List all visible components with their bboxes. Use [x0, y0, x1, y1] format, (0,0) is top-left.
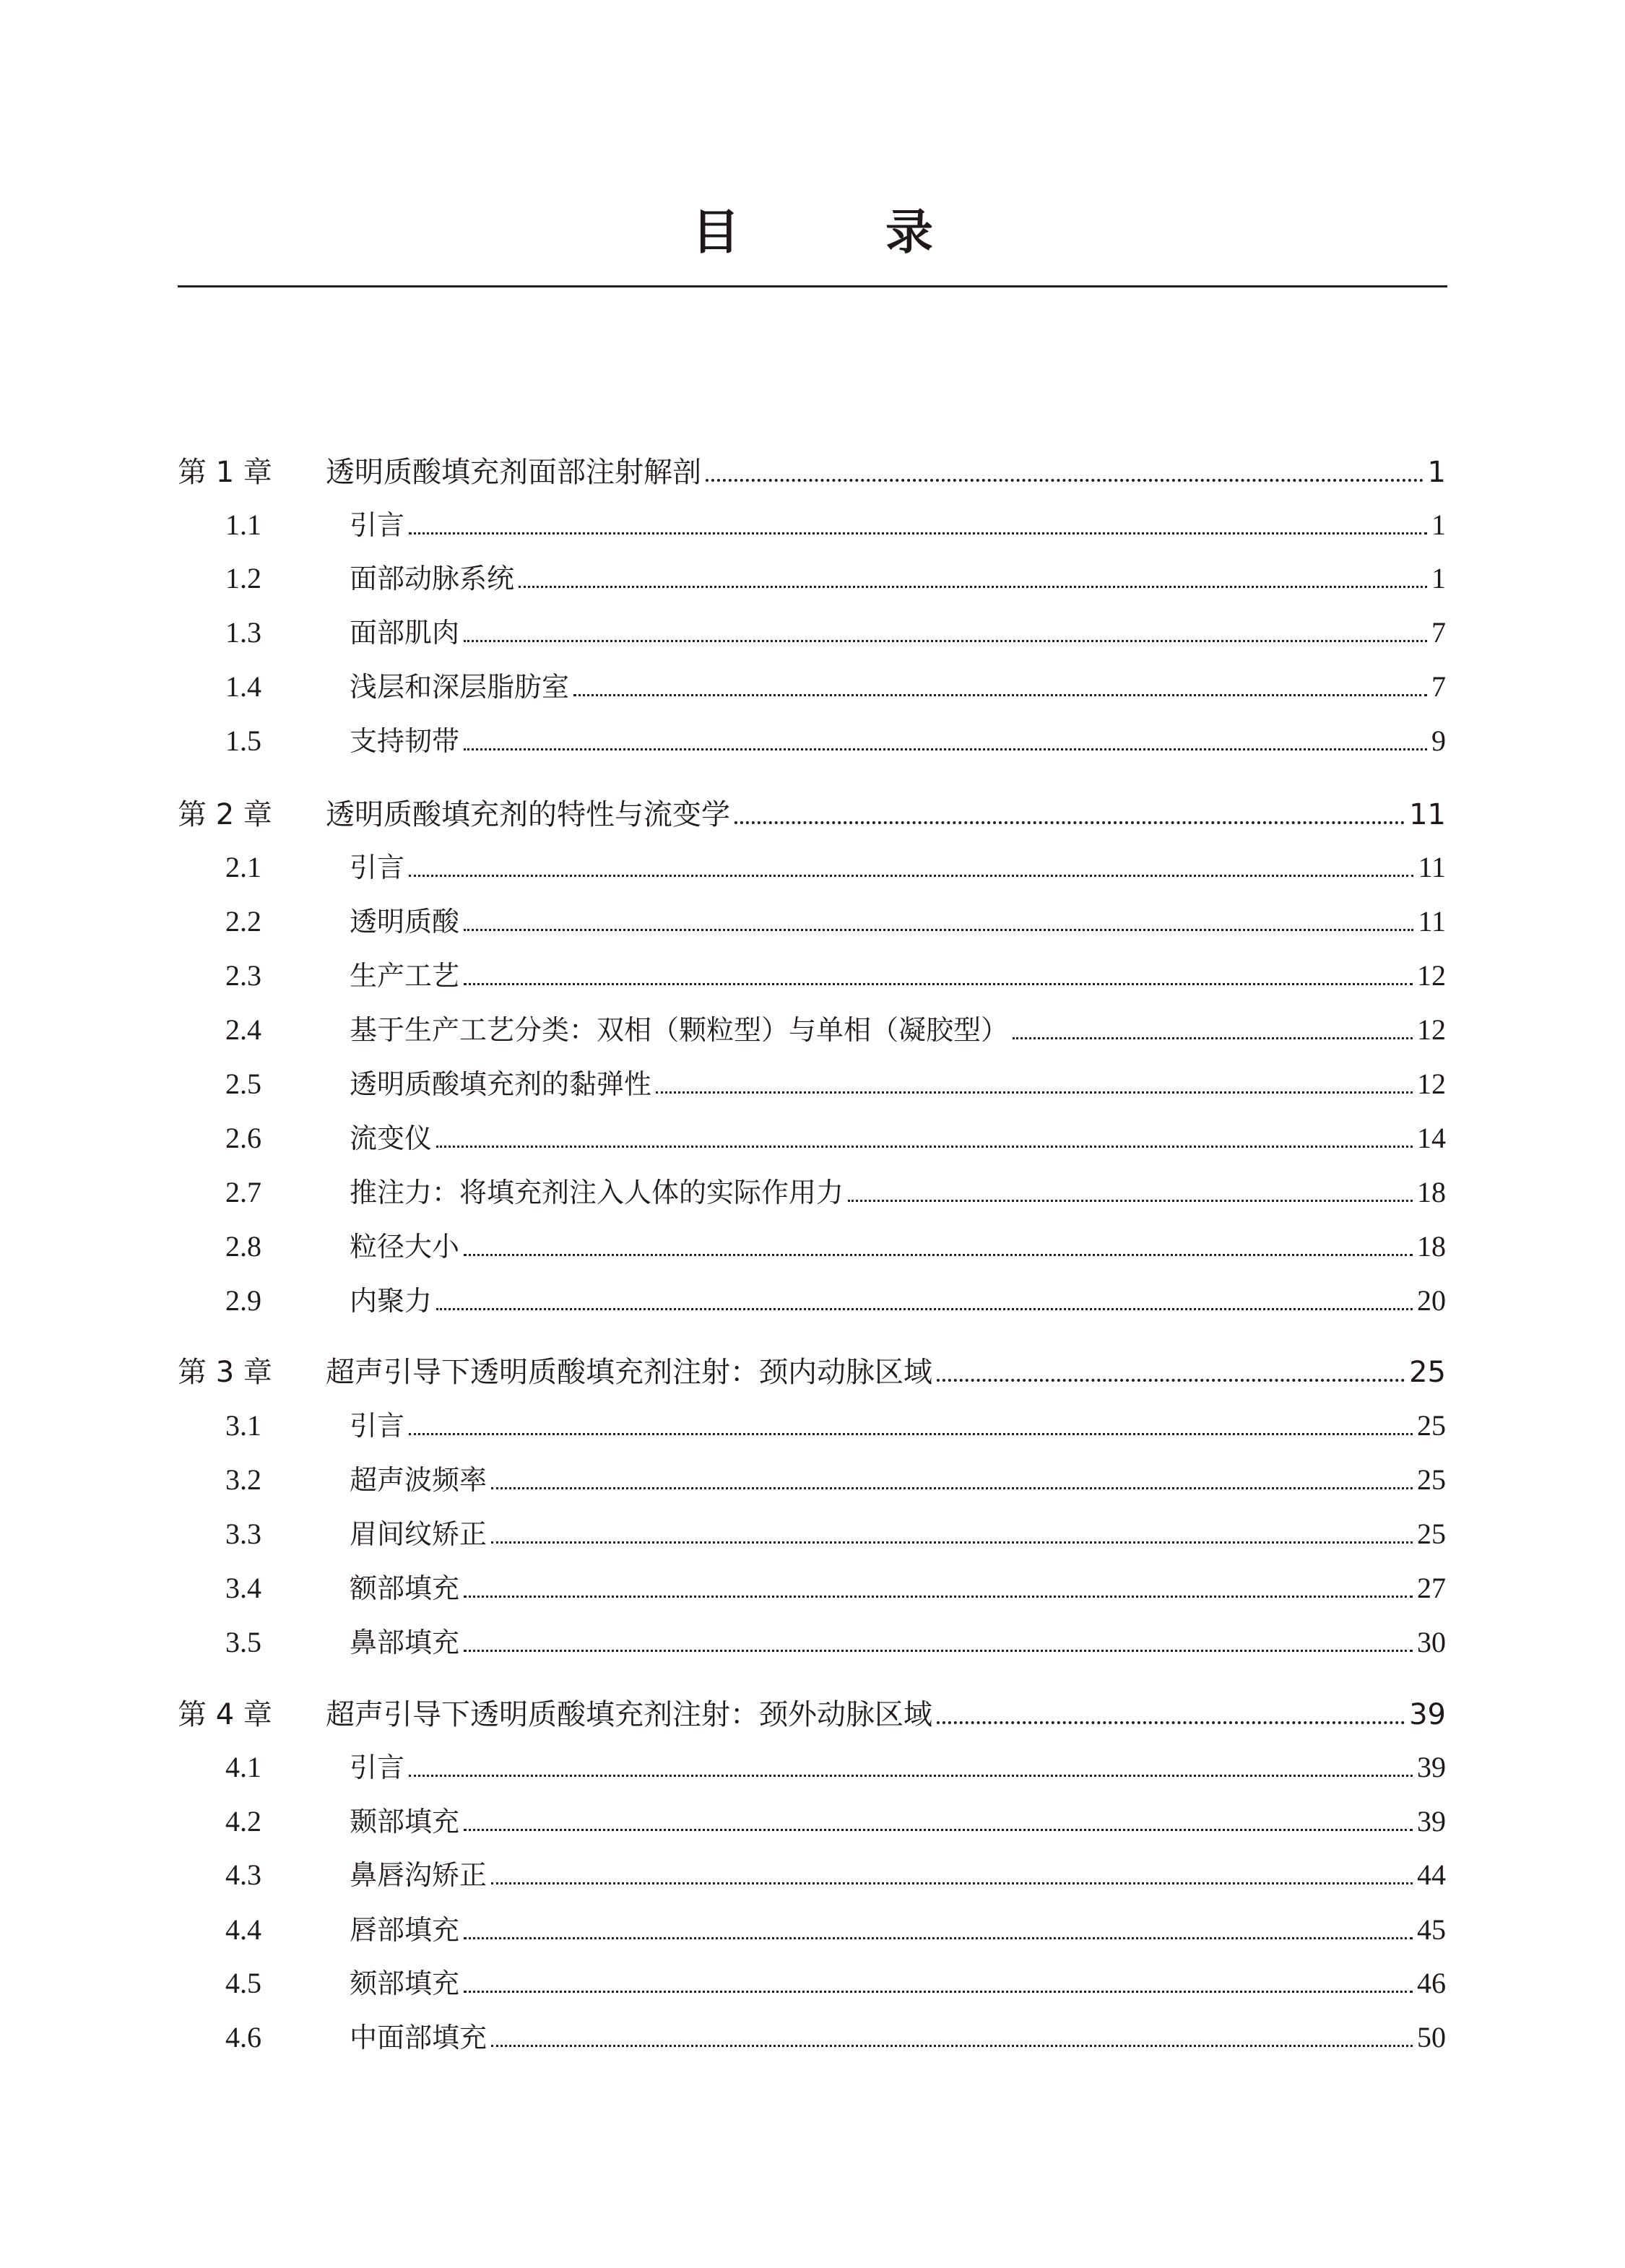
section-page-number: 18: [1417, 1230, 1446, 1263]
toc-section-row[interactable]: [178, 1168, 1446, 1211]
toc-section-row[interactable]: [178, 1401, 1446, 1445]
section-page-number: 12: [1417, 1068, 1446, 1100]
toc-section-row[interactable]: [178, 608, 1446, 652]
section-title: 颏部填充: [350, 1968, 460, 1999]
section-title: 推注力：将填充剂注入人体的实际作用力: [350, 1177, 844, 1208]
dot-leader: [464, 640, 1427, 642]
section-title: 基于生产工艺分类：双相（颗粒型）与单相（凝胶型）: [350, 1014, 1009, 1046]
chapter-page-number: 11: [1409, 798, 1446, 831]
section-title: 生产工艺: [350, 960, 460, 992]
toc-chapter-row[interactable]: [178, 448, 1446, 491]
section-number: 1.1: [225, 508, 261, 541]
section-number: 1.2: [225, 562, 261, 594]
section-title: 引言: [350, 1752, 405, 1783]
dot-leader: [409, 875, 1413, 877]
section-page-number: 7: [1431, 670, 1446, 703]
section-page-number: 1: [1431, 508, 1446, 541]
section-number: 4.1: [225, 1751, 261, 1783]
toc-section-row[interactable]: [178, 554, 1446, 597]
section-number: 4.5: [225, 1967, 261, 1999]
section-number: 2.6: [225, 1122, 261, 1154]
section-page-number: 11: [1418, 851, 1446, 883]
dot-leader: [464, 1829, 1413, 1831]
toc-section-row[interactable]: [178, 1455, 1446, 1499]
section-title: 透明质酸填充剂的黏弹性: [350, 1068, 652, 1100]
dot-leader: [573, 694, 1427, 696]
section-page-number: 39: [1417, 1751, 1446, 1783]
section-title: 唇部填充: [350, 1914, 460, 1946]
section-number: 4.3: [225, 1858, 261, 1891]
dot-leader: [409, 1433, 1413, 1435]
section-page-number: 11: [1418, 905, 1446, 938]
section-title: 眉间纹矫正: [350, 1518, 488, 1550]
section-page-number: 12: [1417, 959, 1446, 992]
toc-section-row[interactable]: [178, 1851, 1446, 1894]
section-page-number: 27: [1417, 1572, 1446, 1604]
section-title: 流变仪: [350, 1122, 433, 1154]
section-title: 颞部填充: [350, 1806, 460, 1838]
section-page-number: 46: [1417, 1967, 1446, 1999]
chapter-number: 第 1 章: [178, 456, 272, 489]
section-number: 4.2: [225, 1805, 261, 1838]
dot-leader: [519, 586, 1427, 588]
dot-leader: [491, 1487, 1413, 1489]
toc-section-row[interactable]: [178, 2013, 1446, 2056]
dot-leader: [706, 479, 1424, 482]
dot-leader: [464, 1254, 1413, 1256]
section-title: 浅层和深层脂肪室: [350, 671, 570, 703]
dot-leader: [937, 1379, 1405, 1382]
section-page-number: 18: [1417, 1176, 1446, 1208]
chapter-title: 超声引导下透明质酸填充剂注射：颈外动脉区域: [326, 1698, 932, 1731]
section-title: 超声波频率: [350, 1464, 488, 1496]
section-number: 4.4: [225, 1913, 261, 1946]
dot-leader: [491, 2045, 1413, 2047]
section-number: 2.1: [225, 851, 261, 883]
dot-leader: [464, 1937, 1413, 1939]
dot-leader: [464, 929, 1413, 931]
dot-leader: [464, 983, 1413, 985]
dot-leader: [734, 821, 1405, 824]
dot-leader: [464, 1650, 1413, 1652]
chapter-number: 第 3 章: [178, 1356, 272, 1389]
chapter-title: 透明质酸填充剂的特性与流变学: [326, 798, 730, 831]
toc-section-row[interactable]: [178, 1959, 1446, 2002]
section-title: 引言: [350, 509, 405, 541]
chapter-number: 第 4 章: [178, 1698, 272, 1731]
section-page-number: 50: [1417, 2021, 1446, 2053]
dot-leader: [436, 1146, 1413, 1148]
toc-section-row[interactable]: [178, 1005, 1446, 1049]
section-page-number: 9: [1431, 724, 1446, 757]
section-number: 1.5: [225, 724, 261, 757]
toc-chapter-row[interactable]: [178, 1690, 1446, 1734]
section-page-number: 39: [1417, 1805, 1446, 1838]
section-title: 面部动脉系统: [350, 563, 515, 594]
dot-leader: [409, 1775, 1413, 1777]
section-number: 3.2: [225, 1463, 261, 1496]
section-page-number: 45: [1417, 1913, 1446, 1946]
section-title: 粒径大小: [350, 1231, 460, 1263]
toc-section-row[interactable]: [178, 1510, 1446, 1553]
section-number: 2.9: [225, 1284, 261, 1317]
section-page-number: 1: [1431, 562, 1446, 594]
section-title: 引言: [350, 1410, 405, 1442]
section-page-number: 25: [1417, 1518, 1446, 1550]
toc-section-row[interactable]: [178, 897, 1446, 940]
section-title: 面部肌肉: [350, 617, 460, 649]
dot-leader: [1013, 1037, 1413, 1039]
section-title: 鼻唇沟矫正: [350, 1859, 488, 1891]
section-number: 2.8: [225, 1230, 261, 1263]
toc-section-row[interactable]: [178, 1905, 1446, 1949]
dot-leader: [436, 1308, 1413, 1310]
dot-leader: [464, 748, 1427, 750]
chapter-number: 第 2 章: [178, 798, 272, 831]
section-title: 鼻部填充: [350, 1627, 460, 1658]
section-page-number: 14: [1417, 1122, 1446, 1154]
section-page-number: 25: [1417, 1463, 1446, 1496]
toc-chapter-row[interactable]: [178, 790, 1446, 834]
chapter-title: 透明质酸填充剂面部注射解剖: [326, 456, 701, 489]
chapter-page-number: 25: [1409, 1356, 1446, 1389]
section-number: 2.4: [225, 1013, 261, 1046]
section-number: 2.2: [225, 905, 261, 938]
toc-section-row[interactable]: [178, 1222, 1446, 1265]
section-page-number: 25: [1417, 1409, 1446, 1442]
section-page-number: 20: [1417, 1284, 1446, 1317]
dot-leader: [464, 1596, 1413, 1598]
chapter-page-number: 39: [1409, 1698, 1446, 1731]
chapter-title: 超声引导下透明质酸填充剂注射：颈内动脉区域: [326, 1356, 932, 1389]
dot-leader: [409, 532, 1427, 534]
section-page-number: 12: [1417, 1013, 1446, 1046]
section-number: 3.4: [225, 1572, 261, 1604]
toc-section-row[interactable]: [178, 717, 1446, 760]
toc-section-row[interactable]: [178, 843, 1446, 886]
toc-section-row[interactable]: [178, 1114, 1446, 1157]
dot-leader: [491, 1541, 1413, 1544]
section-page-number: 7: [1431, 616, 1446, 649]
section-title: 透明质酸: [350, 906, 460, 938]
section-number: 2.7: [225, 1176, 261, 1208]
section-number: 2.3: [225, 959, 261, 992]
section-page-number: 30: [1417, 1626, 1446, 1658]
toc-section-row[interactable]: [178, 1797, 1446, 1840]
section-number: 1.4: [225, 670, 261, 703]
dot-leader: [491, 1882, 1413, 1884]
dot-leader: [464, 1991, 1413, 1993]
section-page-number: 44: [1417, 1858, 1446, 1891]
section-number: 3.5: [225, 1626, 261, 1658]
toc-chapter-row[interactable]: [178, 1348, 1446, 1391]
dot-leader: [848, 1200, 1413, 1202]
toc-section-row[interactable]: [178, 1276, 1446, 1320]
section-number: 4.6: [225, 2021, 261, 2053]
section-number: 2.5: [225, 1068, 261, 1100]
toc-section-row[interactable]: [178, 951, 1446, 995]
section-number: 3.1: [225, 1409, 261, 1442]
section-number: 3.3: [225, 1518, 261, 1550]
dot-leader: [937, 1721, 1405, 1724]
section-title: 额部填充: [350, 1572, 460, 1604]
toc-section-row[interactable]: [178, 501, 1446, 544]
section-title: 引言: [350, 852, 405, 883]
section-title: 支持韧带: [350, 725, 460, 757]
section-title: 中面部填充: [350, 2022, 488, 2053]
toc-section-row[interactable]: [178, 1618, 1446, 1661]
toc-section-row[interactable]: [178, 662, 1446, 706]
toc-section-row[interactable]: [178, 1743, 1446, 1786]
dot-leader: [656, 1091, 1413, 1094]
section-title: 内聚力: [350, 1285, 433, 1317]
section-number: 1.3: [225, 616, 261, 649]
toc-section-row[interactable]: [178, 1564, 1446, 1607]
chapter-page-number: 1: [1427, 456, 1446, 489]
page-title: 目 录: [692, 204, 982, 260]
toc-section-row[interactable]: [178, 1060, 1446, 1103]
